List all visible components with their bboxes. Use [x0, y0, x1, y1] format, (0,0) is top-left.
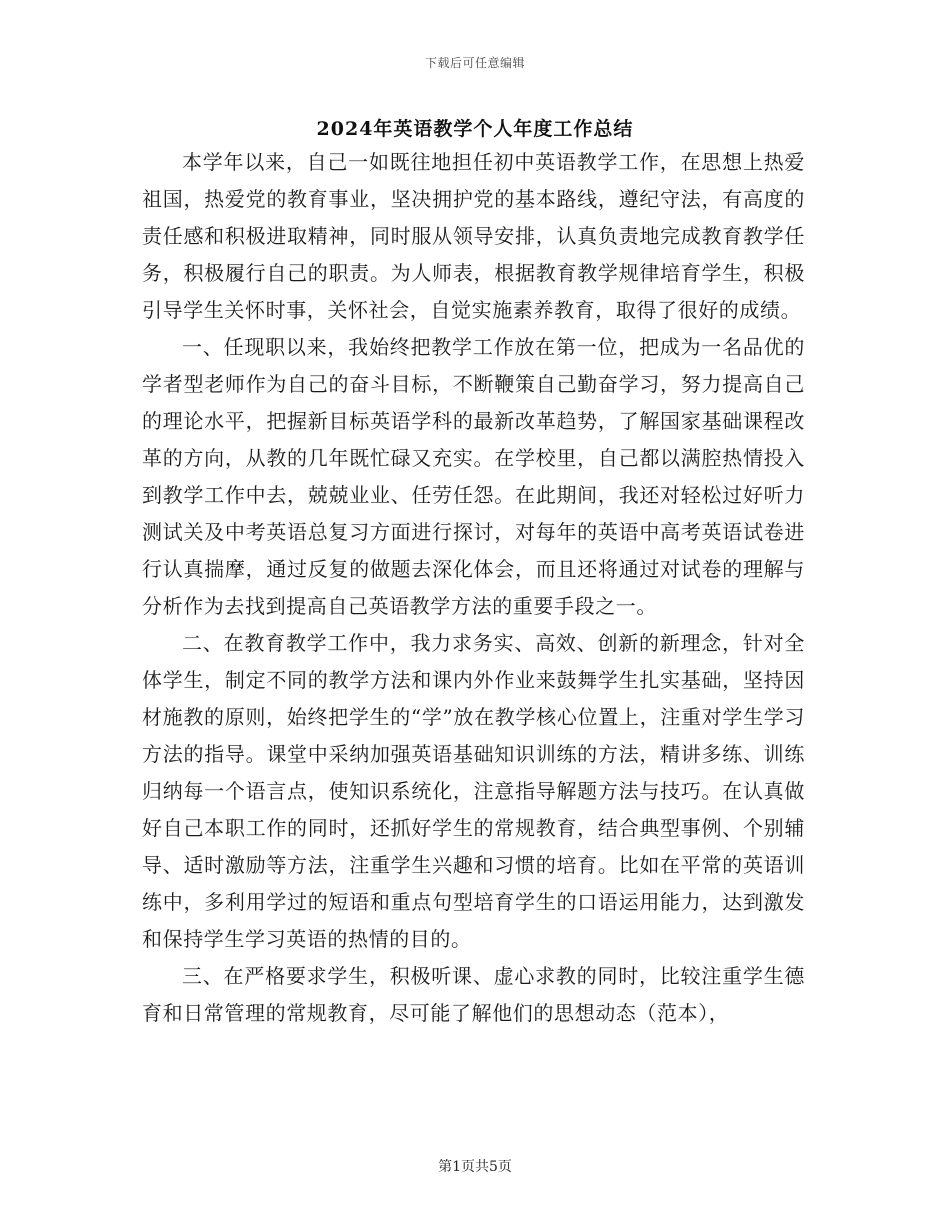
- document-title: 2024年英语教学个人年度工作总结: [316, 118, 634, 140]
- document-body: [142, 144, 805, 1032]
- paragraph-section-2: 二、在教育教学工作中，我力求务实、高效、创新的新理念，针对全体学生，制定不同的教学方法和课内外作业来鼓舞学生扎实基础，坚持因材施教的原则，始终把学生的“学”放在教学核心位置上，注重对学生学习方法的指导。课堂中采纳加强英语基础知识训练的方法，精讲多练、训练归纳每一个语言点，使知识系统化，注意指导解题方法与技巧。在认真做好自己本职工作的同时，还抓好学生的常规教育，结合典型事例、个别辅导、适时激励等方法，注重学生兴趣和习惯的培育。比如在平常的英语训练中，多利用学过的短语和重点句型培育学生的口语运用能力，达到激发和保持学生学习英语的热情的目的。: [142, 631, 805, 951]
- paragraph-section-1: 一、任现职以来，我始终把教学工作放在第一位，把成为一名品优的学者型老师作为自己的奋斗目标，不断鞭策自己勤奋学习，努力提高自己的理论水平，把握新目标英语学科的最新改革趋势，了解国家基础课程改革的方向，从教的几年既忙碌又充实。在学校里，自己都以满腔热情投入到教学工作中去，兢兢业业、任劳任怨。在此期间，我还对轻松过好听力测试关及中考英语总复习方面进行探讨，对每年的英语中高考英语试卷进行认真揣摩，通过反复的做题去深化体会，而且还将通过对试卷的理解与分析作为去找到提高自己英语教学方法的重要手段之一。: [142, 335, 805, 618]
- paragraph-section-3: 三、在严格要求学生，积极听课、虚心求教的同时，比较注重学生德育和日常管理的常规教育，尽可能了解他们的思想动态（范本），: [142, 964, 805, 1025]
- header-note: 下载后可任意编辑: [424, 56, 525, 70]
- paragraph-intro: 本学年以来，自己一如既往地担任初中英语教学工作，在思想上热爱祖国，热爱党的教育事业，坚决拥护党的基本路线，遵纪守法，有高度的责任感和积极进取精神，同时服从领导安排，认真负责地完成教育教学任务，积极履行自己的职责。为人师表，根据教育教学规律培育学生，积极引导学生关怀时事，关怀社会，自觉实施素养教育，取得了很好的成绩。: [142, 150, 805, 322]
- page-number-indicator: 第1页共5页: [438, 1159, 512, 1175]
